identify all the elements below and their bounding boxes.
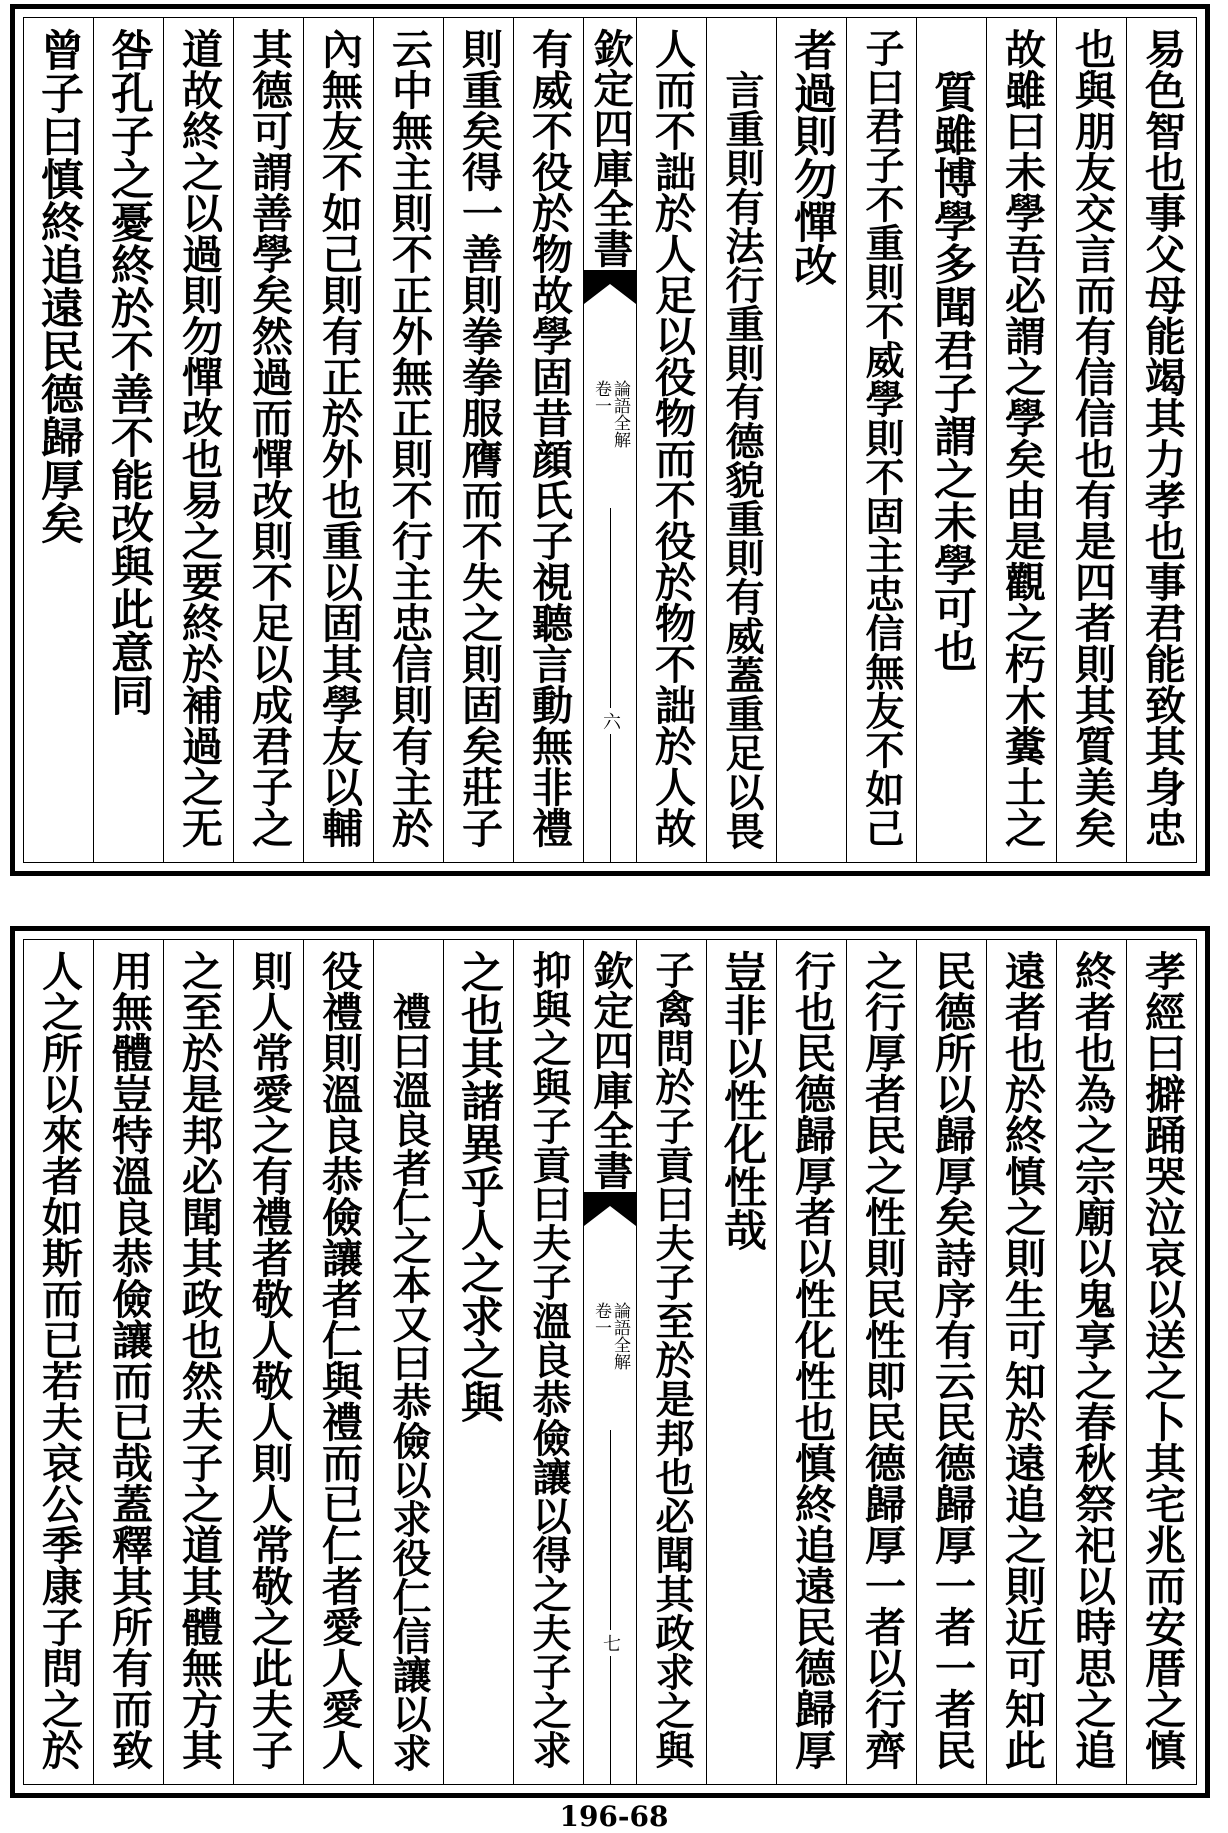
column-text: 役禮則溫良恭儉讓者仁與禮而已仁者愛人愛人 [315,950,363,1770]
fishtail-mark-icon [584,1192,636,1226]
column-text: 有威不役於物故學固昔顔氏子視聽言動無非禮 [525,28,573,848]
column-text: 子曰君子不重則不威學則不固主忠信無友不如己 [859,28,905,847]
text-column [916,18,986,862]
column-text: 之也其諸異乎人之求之與 [454,950,504,1423]
column-text: 其德可謂善學矣然過而憚改則不足以成君子之 [245,28,293,848]
book-title-text: 欽定四庫全書 [587,950,634,1190]
page-number-text: 七 [600,1634,621,1652]
text-column [706,940,776,1784]
column-text: 用無體豈特溫良恭儉讓而已哉蓋釋其所有而致 [105,950,153,1770]
text-column [776,18,846,862]
text-column [1056,940,1126,1784]
column-text: 之至於是邦必聞其政也然夫子之道其體無方其 [175,950,223,1770]
text-column [443,940,513,1784]
column-text: 人而不詘於人足以役物而不役於物不詘於人故 [648,28,696,848]
page-number-text: 六 [600,712,621,730]
column-text: 者過則勿憚改 [787,28,837,286]
column-text: 咎孔子之憂終於不善不能改與此意同 [104,28,154,716]
column-text: 易色智也事父母能竭其力孝也事君能致其身忠 [1138,28,1186,848]
column-text: 則人常愛之有禮者敬人敬人則人常敬之此夫子 [245,950,293,1770]
column-text: 遠者也於終慎之則生可知於遠追之則近可知此 [998,950,1046,1770]
chapter-info [584,380,636,448]
book-title [584,950,636,1190]
text-column [443,18,513,862]
column-text: 民德所以歸厚矣詩序有云民德歸厚一者一者民 [928,950,976,1770]
column-text: 行也民德歸厚者以性化性也慎終追遠民德歸厚 [788,950,836,1770]
center-margin [583,18,636,862]
text-column [916,940,986,1784]
fishtail-mark-icon [584,270,636,304]
column-text: 質雖博學多聞君子謂之未學可也 [927,70,977,672]
volume-label: 卷一 [591,1302,611,1336]
text-column [163,940,233,1784]
column-text: 終者也為之宗廟以鬼享之春秋祭祀以時思之追 [1068,950,1116,1770]
text-column [233,940,303,1784]
column-text: 內無友不如己則有正於外也重以固其學友以輔 [315,28,363,848]
page-number [584,708,636,734]
column-text: 曾子曰慎終追遠民德歸厚矣 [34,28,84,544]
text-column [513,940,583,1784]
text-column [24,940,93,1784]
text-column [1056,18,1126,862]
text-column [986,940,1056,1784]
center-rule [610,1430,611,1784]
text-column [636,18,706,862]
column-text: 人之所以來者如斯而已若夫哀公季康子問之於 [35,950,83,1770]
text-column [233,18,303,862]
center-margin [583,940,636,1784]
book-name: 論語全解 [610,1302,630,1370]
book-title [584,28,636,268]
column-text: 孝經曰擗踊哭泣哀以送之卜其宅兆而安厝之慎 [1138,950,1186,1770]
column-text: 言重則有法行重則有德貌重則有威蓋重足以畏 [719,70,765,850]
text-column [303,18,373,862]
column-text: 豈非以性化性哉 [717,950,767,1251]
center-rule [610,508,611,862]
column-text: 則重矣得一善則拳拳服膺而不失之則固矣莊子 [455,28,503,848]
column-text: 云中無主則不正外無正則不行主忠信則有主於 [385,28,433,848]
text-column [1126,940,1196,1784]
column-text: 禮曰溫良者仁之本又曰恭儉以求役仁信讓以求 [386,992,432,1772]
book-title-text: 欽定四庫全書 [587,28,634,268]
text-column [373,940,443,1784]
column-text: 也與朋友交言而有信信也有是四者則其質美矣 [1068,28,1116,848]
column-text: 子禽問於子貢曰夫子至於是邦也必聞其政求之與 [649,950,695,1769]
column-text: 之行厚者民之性則民性即民德歸厚一者以行齊 [858,950,906,1770]
page-six [10,4,1210,876]
volume-label: 卷一 [591,380,611,414]
text-column [303,940,373,1784]
book-name: 論語全解 [610,380,630,448]
text-column [373,18,443,862]
text-column [163,18,233,862]
text-column [93,940,163,1784]
page-frame [23,939,1197,1785]
column-text: 故雖曰未學吾必謂之學矣由是觀之朽木糞土之 [998,28,1046,848]
page-code: 196-68 [559,1800,669,1833]
text-column [1126,18,1196,862]
text-column [776,940,846,1784]
text-column [706,18,776,862]
column-text: 抑與之與子貢曰夫子溫良恭儉讓以得之夫子之求 [526,950,572,1769]
column-text: 道故終之以過則勿憚改也易之要終於補過之无 [175,28,223,848]
text-column [636,940,706,1784]
text-column [846,940,916,1784]
text-column [846,18,916,862]
page-frame [23,17,1197,863]
text-column [986,18,1056,862]
chapter-info [584,1302,636,1370]
page-seven [10,926,1210,1798]
text-column [24,18,93,862]
text-column [513,18,583,862]
text-column [93,18,163,862]
page-number [584,1630,636,1656]
